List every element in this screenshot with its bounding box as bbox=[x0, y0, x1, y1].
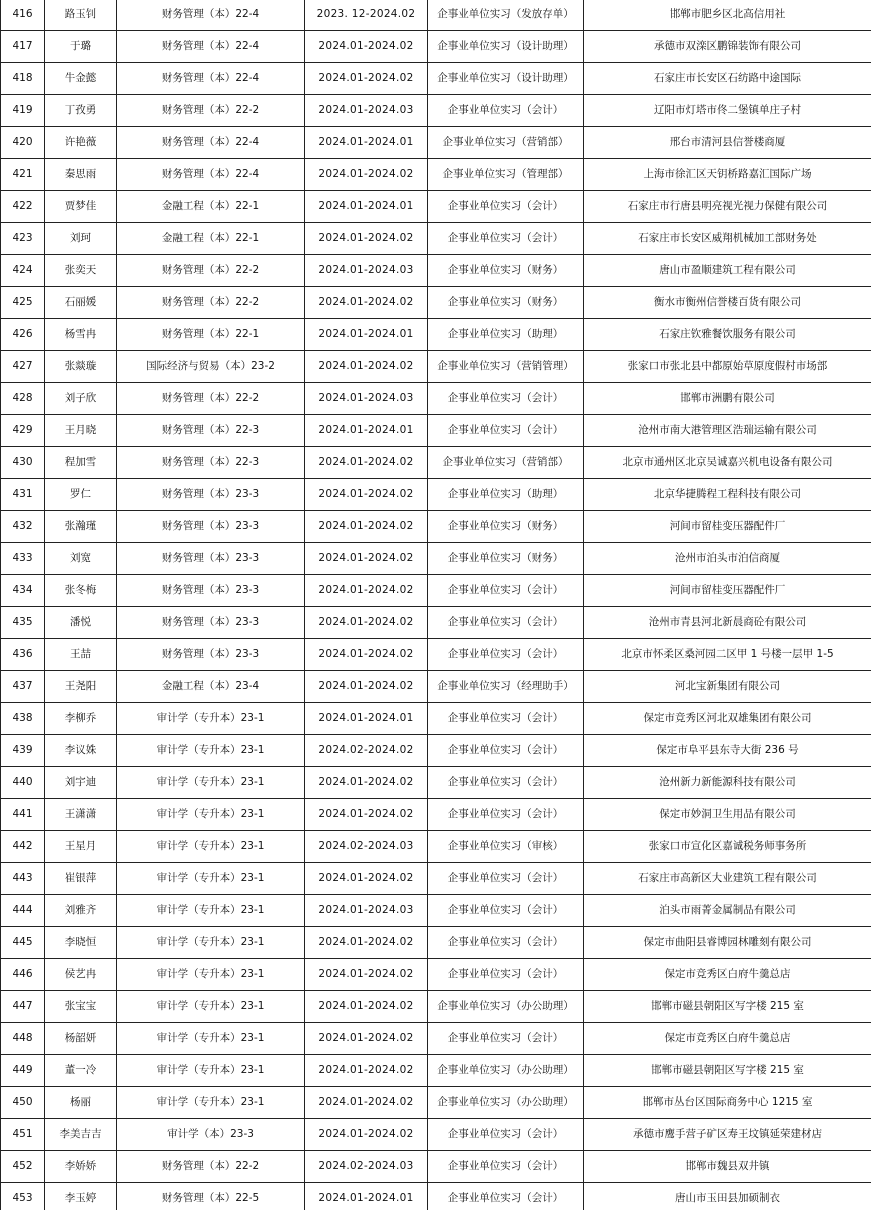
class-major: 财务管理（本）22-3 bbox=[117, 447, 305, 479]
table-row bbox=[1, 799, 871, 831]
internship-place: 北京华捷腾程工程科技有限公司 bbox=[584, 479, 871, 511]
table-row bbox=[1, 63, 871, 95]
internship-place: 承德市鹰手营子矿区寿王坟镇延荣建材店 bbox=[584, 1119, 871, 1151]
student-name: 罗仁 bbox=[45, 479, 117, 511]
student-name: 潘悦 bbox=[45, 607, 117, 639]
internship-place: 邯郸市丛台区国际商务中心 1215 室 bbox=[584, 1087, 871, 1119]
row-number: 427 bbox=[1, 351, 45, 383]
row-number: 452 bbox=[1, 1151, 45, 1183]
class-major: 金融工程（本）22-1 bbox=[117, 191, 305, 223]
internship-type: 企事业单位实习（设计助理） bbox=[428, 63, 584, 95]
row-number: 450 bbox=[1, 1087, 45, 1119]
internship-period: 2024.01-2024.02 bbox=[305, 511, 428, 543]
table-row bbox=[1, 191, 871, 223]
internship-place: 河北宝新集团有限公司 bbox=[584, 671, 871, 703]
row-number: 423 bbox=[1, 223, 45, 255]
internship-type: 企事业单位实习（会计） bbox=[428, 767, 584, 799]
internship-period: 2024.01-2024.02 bbox=[305, 287, 428, 319]
class-major: 财务管理（本）22-5 bbox=[117, 1183, 305, 1210]
internship-period: 2024.01-2024.02 bbox=[305, 159, 428, 191]
student-name: 李娇娇 bbox=[45, 1151, 117, 1183]
row-number: 439 bbox=[1, 735, 45, 767]
row-number: 419 bbox=[1, 95, 45, 127]
internship-type: 企事业单位实习（会计） bbox=[428, 959, 584, 991]
class-major: 财务管理（本）23-3 bbox=[117, 479, 305, 511]
class-major: 审计学（本）23-3 bbox=[117, 1119, 305, 1151]
internship-type: 企事业单位实习（会计） bbox=[428, 191, 584, 223]
internship-period: 2024.01-2024.02 bbox=[305, 223, 428, 255]
class-major: 国际经济与贸易（本）23-2 bbox=[117, 351, 305, 383]
table-row bbox=[1, 287, 871, 319]
internship-place: 河间市留桂变压器配件厂 bbox=[584, 511, 871, 543]
row-number: 443 bbox=[1, 863, 45, 895]
internship-type: 企事业单位实习（经理助手） bbox=[428, 671, 584, 703]
table-row bbox=[1, 543, 871, 575]
row-number: 420 bbox=[1, 127, 45, 159]
student-name: 程加雪 bbox=[45, 447, 117, 479]
student-name: 张燚璇 bbox=[45, 351, 117, 383]
internship-place: 邯郸市肥乡区北高信用社 bbox=[584, 0, 871, 31]
class-major: 财务管理（本）23-3 bbox=[117, 639, 305, 671]
row-number: 444 bbox=[1, 895, 45, 927]
class-major: 财务管理（本）22-2 bbox=[117, 287, 305, 319]
internship-place: 衡水市衡州信誉楼百货有限公司 bbox=[584, 287, 871, 319]
table-row bbox=[1, 991, 871, 1023]
student-name: 李柳乔 bbox=[45, 703, 117, 735]
internship-place: 唐山市盈顺建筑工程有限公司 bbox=[584, 255, 871, 287]
student-name: 董一冷 bbox=[45, 1055, 117, 1087]
internship-type: 企事业单位实习（办公助理） bbox=[428, 1087, 584, 1119]
internship-place: 泊头市雨菁金属制品有限公司 bbox=[584, 895, 871, 927]
row-number: 447 bbox=[1, 991, 45, 1023]
internship-type: 企事业单位实习（会计） bbox=[428, 383, 584, 415]
row-number: 422 bbox=[1, 191, 45, 223]
row-number: 424 bbox=[1, 255, 45, 287]
internship-type: 企事业单位实习（会计） bbox=[428, 1119, 584, 1151]
row-number: 426 bbox=[1, 319, 45, 351]
internship-type: 企事业单位实习（财务） bbox=[428, 511, 584, 543]
internship-place: 保定市妙洞卫生用品有限公司 bbox=[584, 799, 871, 831]
internship-type: 企事业单位实习（设计助理） bbox=[428, 31, 584, 63]
internship-type: 企事业单位实习（会计） bbox=[428, 607, 584, 639]
student-name: 王潇潇 bbox=[45, 799, 117, 831]
internship-period: 2024.01-2024.02 bbox=[305, 1055, 428, 1087]
internship-period: 2024.01-2024.02 bbox=[305, 927, 428, 959]
student-name: 张宝宝 bbox=[45, 991, 117, 1023]
table-row bbox=[1, 447, 871, 479]
internship-place: 上海市徐汇区天钥桥路嘉汇国际广场 bbox=[584, 159, 871, 191]
internship-place: 石家庄钦雅餐饮服务有限公司 bbox=[584, 319, 871, 351]
internship-place: 张家口市张北县中都原始草原度假村市场部 bbox=[584, 351, 871, 383]
table-row bbox=[1, 127, 871, 159]
student-name: 王月晓 bbox=[45, 415, 117, 447]
class-major: 审计学（专升本）23-1 bbox=[117, 1087, 305, 1119]
class-major: 审计学（专升本）23-1 bbox=[117, 735, 305, 767]
row-number: 430 bbox=[1, 447, 45, 479]
class-major: 财务管理（本）22-4 bbox=[117, 127, 305, 159]
internship-period: 2024.01-2024.03 bbox=[305, 383, 428, 415]
internship-period: 2024.01-2024.01 bbox=[305, 127, 428, 159]
class-major: 财务管理（本）22-1 bbox=[117, 319, 305, 351]
table-row bbox=[1, 863, 871, 895]
row-number: 428 bbox=[1, 383, 45, 415]
student-name: 杨韶妍 bbox=[45, 1023, 117, 1055]
internship-period: 2024.01-2024.01 bbox=[305, 319, 428, 351]
student-name: 张奕天 bbox=[45, 255, 117, 287]
class-major: 审计学（专升本）23-1 bbox=[117, 703, 305, 735]
table-row bbox=[1, 415, 871, 447]
table-row bbox=[1, 703, 871, 735]
internship-type: 企事业单位实习（会计） bbox=[428, 1023, 584, 1055]
internship-place: 保定市竞秀区河北双雄集团有限公司 bbox=[584, 703, 871, 735]
table-row bbox=[1, 1023, 871, 1055]
internship-type: 企事业单位实习（会计） bbox=[428, 799, 584, 831]
internship-type: 企事业单位实习（会计） bbox=[428, 639, 584, 671]
class-major: 财务管理（本）23-3 bbox=[117, 511, 305, 543]
internship-place: 辽阳市灯塔市佟二堡镇单庄子村 bbox=[584, 95, 871, 127]
row-number: 418 bbox=[1, 63, 45, 95]
table-row bbox=[1, 319, 871, 351]
internship-period: 2024.01-2024.02 bbox=[305, 31, 428, 63]
row-number: 416 bbox=[1, 0, 45, 31]
internship-period: 2024.01-2024.02 bbox=[305, 799, 428, 831]
student-name: 李玉婷 bbox=[45, 1183, 117, 1210]
internship-place: 唐山市玉田县加硕制衣 bbox=[584, 1183, 871, 1210]
row-number: 421 bbox=[1, 159, 45, 191]
table-row bbox=[1, 383, 871, 415]
table-row bbox=[1, 1183, 871, 1210]
table-row bbox=[1, 959, 871, 991]
student-name: 石丽媛 bbox=[45, 287, 117, 319]
internship-place: 邯郸市魏县双井镇 bbox=[584, 1151, 871, 1183]
student-name: 李议姝 bbox=[45, 735, 117, 767]
internship-place: 邯郸市磁县朝阳区写字楼 215 室 bbox=[584, 1055, 871, 1087]
student-name: 刘珂 bbox=[45, 223, 117, 255]
class-major: 财务管理（本）22-4 bbox=[117, 63, 305, 95]
internship-period: 2024.01-2024.01 bbox=[305, 703, 428, 735]
row-number: 431 bbox=[1, 479, 45, 511]
row-number: 429 bbox=[1, 415, 45, 447]
internship-place: 北京市通州区北京吴诚嘉兴机电设备有限公司 bbox=[584, 447, 871, 479]
class-major: 财务管理（本）23-3 bbox=[117, 607, 305, 639]
internship-type: 企事业单位实习（财务） bbox=[428, 543, 584, 575]
student-name: 张冬梅 bbox=[45, 575, 117, 607]
internship-type: 企事业单位实习（会计） bbox=[428, 735, 584, 767]
internship-period: 2023. 12-2024.02 bbox=[305, 0, 428, 31]
class-major: 金融工程（本）23-4 bbox=[117, 671, 305, 703]
class-major: 财务管理（本）22-4 bbox=[117, 0, 305, 31]
student-name: 李晓恒 bbox=[45, 927, 117, 959]
internship-type: 企事业单位实习（会计） bbox=[428, 703, 584, 735]
table-row bbox=[1, 1151, 871, 1183]
class-major: 审计学（专升本）23-1 bbox=[117, 959, 305, 991]
class-major: 财务管理（本）22-4 bbox=[117, 31, 305, 63]
internship-type: 企事业单位实习（会计） bbox=[428, 863, 584, 895]
internship-type: 企事业单位实习（会计） bbox=[428, 895, 584, 927]
row-number: 442 bbox=[1, 831, 45, 863]
table-row bbox=[1, 255, 871, 287]
class-major: 财务管理（本）22-2 bbox=[117, 255, 305, 287]
student-name: 于璐 bbox=[45, 31, 117, 63]
table-row bbox=[1, 895, 871, 927]
internship-period: 2024.01-2024.02 bbox=[305, 63, 428, 95]
student-name: 王尧阳 bbox=[45, 671, 117, 703]
internship-place: 张家口市宣化区嘉诚税务师事务所 bbox=[584, 831, 871, 863]
internship-type: 企事业单位实习（发放存单） bbox=[428, 0, 584, 31]
internship-place: 邢台市清河县信誉楼商厦 bbox=[584, 127, 871, 159]
row-number: 446 bbox=[1, 959, 45, 991]
table-row bbox=[1, 575, 871, 607]
internship-period: 2024.02-2024.03 bbox=[305, 831, 428, 863]
internship-period: 2024.01-2024.03 bbox=[305, 255, 428, 287]
internship-period: 2024.01-2024.02 bbox=[305, 607, 428, 639]
internship-type: 企事业单位实习（会计） bbox=[428, 1183, 584, 1210]
table-row bbox=[1, 95, 871, 127]
class-major: 财务管理（本）23-3 bbox=[117, 543, 305, 575]
table-row bbox=[1, 639, 871, 671]
table-row bbox=[1, 479, 871, 511]
internship-place: 邯郸市洲鹏有限公司 bbox=[584, 383, 871, 415]
internship-type: 企事业单位实习（助理） bbox=[428, 319, 584, 351]
internship-period: 2024.01-2024.02 bbox=[305, 863, 428, 895]
class-major: 财务管理（本）22-2 bbox=[117, 1151, 305, 1183]
class-major: 审计学（专升本）23-1 bbox=[117, 863, 305, 895]
table-row bbox=[1, 223, 871, 255]
table-row bbox=[1, 735, 871, 767]
class-major: 财务管理（本）22-2 bbox=[117, 383, 305, 415]
internship-period: 2024.01-2024.02 bbox=[305, 959, 428, 991]
internship-type: 企事业单位实习（会计） bbox=[428, 1151, 584, 1183]
class-major: 审计学（专升本）23-1 bbox=[117, 927, 305, 959]
student-name: 贾梦佳 bbox=[45, 191, 117, 223]
student-name: 牛金懿 bbox=[45, 63, 117, 95]
internship-place: 河间市留桂变压器配件厂 bbox=[584, 575, 871, 607]
internship-type: 企事业单位实习（财务） bbox=[428, 255, 584, 287]
internship-place: 沧州市泊头市泊信商厦 bbox=[584, 543, 871, 575]
internship-period: 2024.01-2024.02 bbox=[305, 1087, 428, 1119]
internship-type: 企事业单位实习（审核） bbox=[428, 831, 584, 863]
internship-period: 2024.01-2024.02 bbox=[305, 1119, 428, 1151]
class-major: 审计学（专升本）23-1 bbox=[117, 767, 305, 799]
class-major: 审计学（专升本）23-1 bbox=[117, 831, 305, 863]
table-row bbox=[1, 31, 871, 63]
student-name: 王喆 bbox=[45, 639, 117, 671]
internship-period: 2024.02-2024.03 bbox=[305, 1151, 428, 1183]
internship-place: 承德市双滦区鹏锦装饰有限公司 bbox=[584, 31, 871, 63]
internship-period: 2024.01-2024.02 bbox=[305, 991, 428, 1023]
internship-period: 2024.01-2024.02 bbox=[305, 575, 428, 607]
internship-period: 2024.01-2024.02 bbox=[305, 351, 428, 383]
table-row bbox=[1, 159, 871, 191]
student-name: 李美吉吉 bbox=[45, 1119, 117, 1151]
internship-type: 企事业单位实习（营销部） bbox=[428, 447, 584, 479]
class-major: 审计学（专升本）23-1 bbox=[117, 895, 305, 927]
table-row bbox=[1, 0, 871, 31]
internship-place: 石家庄市行唐县明亮视光视力保健有限公司 bbox=[584, 191, 871, 223]
table-row bbox=[1, 1055, 871, 1087]
internship-period: 2024.01-2024.01 bbox=[305, 415, 428, 447]
internship-period: 2024.01-2024.02 bbox=[305, 1023, 428, 1055]
student-name: 丁孜勇 bbox=[45, 95, 117, 127]
class-major: 金融工程（本）22-1 bbox=[117, 223, 305, 255]
internship-type: 企事业单位实习（管理部） bbox=[428, 159, 584, 191]
row-number: 437 bbox=[1, 671, 45, 703]
row-number: 445 bbox=[1, 927, 45, 959]
internship-type: 企事业单位实习（营销管理） bbox=[428, 351, 584, 383]
internship-place: 石家庄市高新区大业建筑工程有限公司 bbox=[584, 863, 871, 895]
student-name: 张瀚瑾 bbox=[45, 511, 117, 543]
class-major: 财务管理（本）22-4 bbox=[117, 159, 305, 191]
internship-period: 2024.01-2024.01 bbox=[305, 191, 428, 223]
internship-place: 沧州新力新能源科技有限公司 bbox=[584, 767, 871, 799]
internship-type: 企事业单位实习（办公助理） bbox=[428, 1055, 584, 1087]
student-name: 崔银萍 bbox=[45, 863, 117, 895]
student-name: 刘宇迪 bbox=[45, 767, 117, 799]
table-row bbox=[1, 671, 871, 703]
row-number: 432 bbox=[1, 511, 45, 543]
internship-period: 2024.01-2024.03 bbox=[305, 95, 428, 127]
internship-type: 企事业单位实习（办公助理） bbox=[428, 991, 584, 1023]
roster-body bbox=[1, 0, 871, 1210]
internship-type: 企事业单位实习（会计） bbox=[428, 415, 584, 447]
internship-type: 企事业单位实习（会计） bbox=[428, 575, 584, 607]
internship-period: 2024.01-2024.02 bbox=[305, 543, 428, 575]
internship-place: 邯郸市磁县朝阳区写字楼 215 室 bbox=[584, 991, 871, 1023]
student-name: 杨丽 bbox=[45, 1087, 117, 1119]
row-number: 434 bbox=[1, 575, 45, 607]
table-row bbox=[1, 831, 871, 863]
table-row bbox=[1, 1119, 871, 1151]
row-number: 449 bbox=[1, 1055, 45, 1087]
class-major: 审计学（专升本）23-1 bbox=[117, 1023, 305, 1055]
student-name: 路玉钊 bbox=[45, 0, 117, 31]
row-number: 435 bbox=[1, 607, 45, 639]
row-number: 436 bbox=[1, 639, 45, 671]
internship-period: 2024.01-2024.02 bbox=[305, 639, 428, 671]
internship-place: 石家庄市长安区石纺路中途国际 bbox=[584, 63, 871, 95]
class-major: 财务管理（本）23-3 bbox=[117, 575, 305, 607]
student-name: 刘宽 bbox=[45, 543, 117, 575]
internship-place: 北京市怀柔区桑河园二区甲 1 号楼一层甲 1-5 bbox=[584, 639, 871, 671]
internship-type: 企事业单位实习（会计） bbox=[428, 223, 584, 255]
row-number: 451 bbox=[1, 1119, 45, 1151]
student-name: 王星月 bbox=[45, 831, 117, 863]
internship-period: 2024.01-2024.02 bbox=[305, 767, 428, 799]
internship-type: 企事业单位实习（会计） bbox=[428, 95, 584, 127]
internship-place: 保定市竞秀区白府牛羹总店 bbox=[584, 1023, 871, 1055]
class-major: 财务管理（本）22-2 bbox=[117, 95, 305, 127]
internship-type: 企事业单位实习（助理） bbox=[428, 479, 584, 511]
class-major: 审计学（专升本）23-1 bbox=[117, 799, 305, 831]
internship-place: 保定市阜平县东寺大街 236 号 bbox=[584, 735, 871, 767]
student-name: 侯艺冉 bbox=[45, 959, 117, 991]
internship-type: 企事业单位实习（财务） bbox=[428, 287, 584, 319]
class-major: 财务管理（本）22-3 bbox=[117, 415, 305, 447]
internship-period: 2024.01-2024.02 bbox=[305, 479, 428, 511]
table-row bbox=[1, 351, 871, 383]
internship-type: 企事业单位实习（会计） bbox=[428, 927, 584, 959]
row-number: 440 bbox=[1, 767, 45, 799]
internship-place: 沧州市南大港管理区浩瑞运输有限公司 bbox=[584, 415, 871, 447]
table-row bbox=[1, 607, 871, 639]
row-number: 441 bbox=[1, 799, 45, 831]
table-row bbox=[1, 511, 871, 543]
internship-period: 2024.01-2024.02 bbox=[305, 447, 428, 479]
student-name: 许艳薇 bbox=[45, 127, 117, 159]
internship-period: 2024.02-2024.02 bbox=[305, 735, 428, 767]
student-name: 刘雅齐 bbox=[45, 895, 117, 927]
row-number: 453 bbox=[1, 1183, 45, 1210]
student-name: 杨雪冉 bbox=[45, 319, 117, 351]
internship-place: 保定市曲阳县睿博园林雕刻有限公司 bbox=[584, 927, 871, 959]
internship-period: 2024.01-2024.02 bbox=[305, 671, 428, 703]
internship-type: 企事业单位实习（营销部） bbox=[428, 127, 584, 159]
internship-period: 2024.01-2024.03 bbox=[305, 895, 428, 927]
row-number: 425 bbox=[1, 287, 45, 319]
class-major: 审计学（专升本）23-1 bbox=[117, 991, 305, 1023]
internship-place: 保定市竞秀区白府牛羹总店 bbox=[584, 959, 871, 991]
row-number: 438 bbox=[1, 703, 45, 735]
student-name: 刘子欣 bbox=[45, 383, 117, 415]
internship-place: 沧州市青县河北新晨商砼有限公司 bbox=[584, 607, 871, 639]
table-row bbox=[1, 927, 871, 959]
table-row bbox=[1, 767, 871, 799]
row-number: 433 bbox=[1, 543, 45, 575]
table-row bbox=[1, 1087, 871, 1119]
class-major: 审计学（专升本）23-1 bbox=[117, 1055, 305, 1087]
row-number: 448 bbox=[1, 1023, 45, 1055]
student-name: 秦思雨 bbox=[45, 159, 117, 191]
row-number: 417 bbox=[1, 31, 45, 63]
internship-period: 2024.01-2024.01 bbox=[305, 1183, 428, 1210]
internship-place: 石家庄市长安区威翔机械加工部财务处 bbox=[584, 223, 871, 255]
